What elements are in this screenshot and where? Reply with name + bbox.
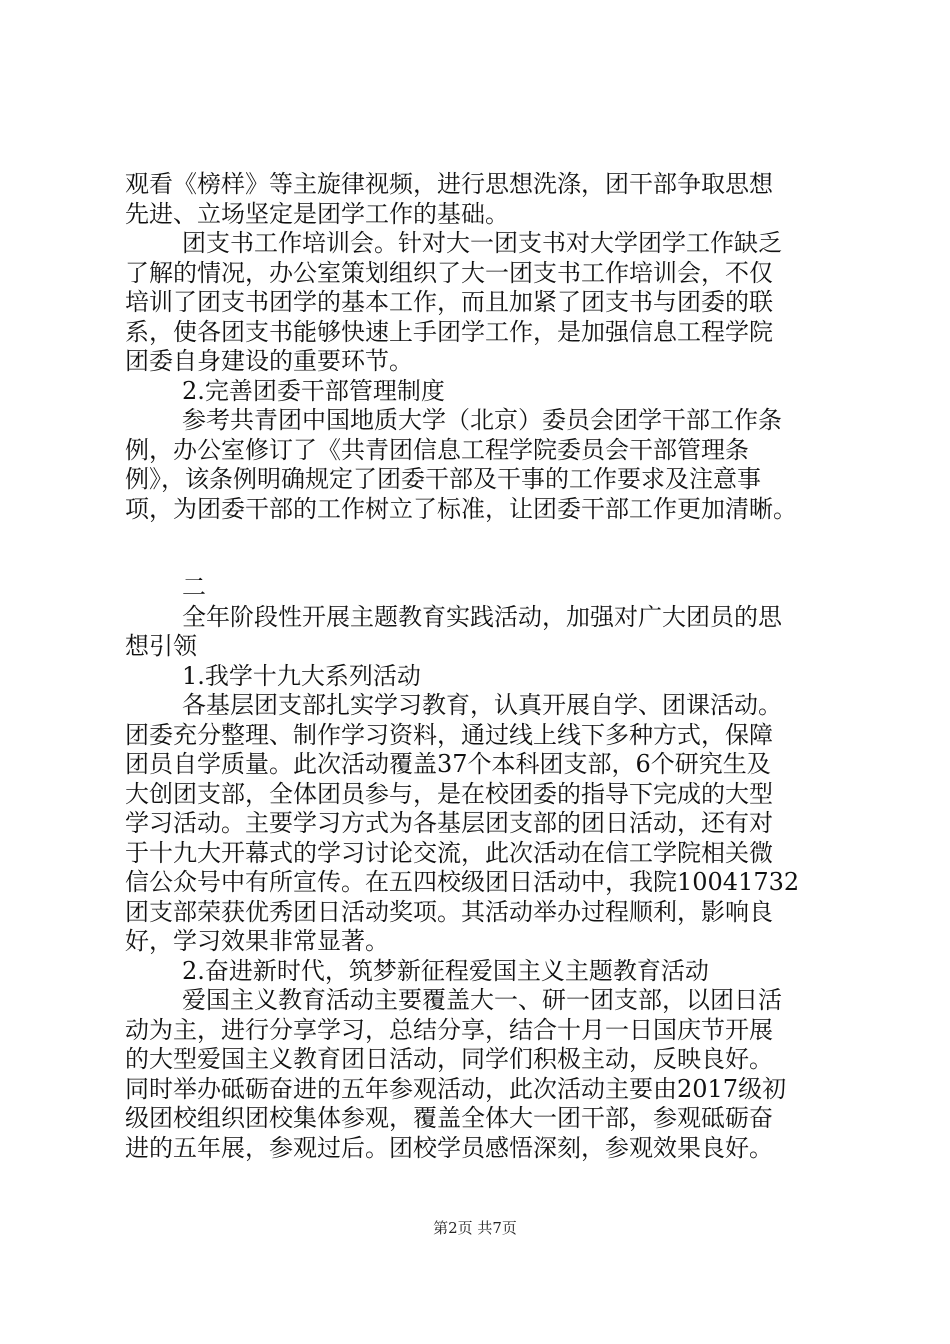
body-text-line: 团委充分整理、制作学习资料，通过线上线下多种方式，保障 (125, 720, 773, 749)
subheading: 2.完善团委干部管理制度 (182, 376, 445, 405)
body-text-line: 培训了团支书团学的基本工作，而且加紧了团支书与团委的联 (125, 288, 773, 316)
body-text-line: 想引领 (125, 632, 197, 660)
body-text-line: 观看《榜样》等主旋律视频，进行思想洗涤，团干部争取思想 (125, 170, 773, 198)
body-text-line: 爱国主义教育活动主要覆盖大一、研一团支部，以团日活 (182, 986, 782, 1014)
body-text-line: 进的五年展，参观过后。团校学员感悟深刻，参观效果良好。 (125, 1133, 773, 1162)
body-text-line: 同时举办砥砺奋进的五年参观活动，此次活动主要由2017级初 (125, 1074, 787, 1103)
body-text-line: 级团校组织团校集体参观，覆盖全体大一团干部，参观砥砺奋 (125, 1104, 773, 1132)
body-text-line: 好，学习效果非常显著。 (125, 927, 389, 955)
section-gap (125, 524, 845, 573)
document-body (125, 170, 845, 1163)
section-heading: 二 (182, 573, 206, 601)
body-text-line: 团委自身建设的重要环节。 (125, 347, 413, 375)
body-text-line: 学习活动。主要学习方式为各基层团支部的团日活动，还有对 (125, 809, 773, 837)
page-number: 第2页 共7页 (433, 1219, 517, 1237)
body-text-line: 例，办公室修订了《共青团信息工程学院委员会干部管理条 (125, 435, 749, 464)
body-text-line: 参考共青团中国地质大学（北京）委员会团学干部工作条 (182, 406, 782, 434)
body-text-line: 的大型爱国主义教育团日活动，同学们积极主动，反映良好。 (125, 1045, 773, 1073)
page-footer (0, 1217, 950, 1238)
body-text-line: 项，为团委干部的工作树立了标准，让团委干部工作更加清晰。 (125, 494, 797, 523)
body-text-line: 各基层团支部扎实学习教育，认真开展自学、团课活动。 (182, 691, 782, 719)
body-text-line: 了解的情况，办公室策划组织了大一团支书工作培训会，不仅 (125, 258, 773, 287)
body-text-line: 先进、立场坚定是团学工作的基础。 (125, 199, 509, 228)
body-text-line: 全年阶段性开展主题教育实践活动，加强对广大团员的思 (182, 602, 782, 631)
body-text-line: 动为主，进行分享学习，总结分享，结合十月一日国庆节开展 (125, 1015, 773, 1044)
subheading: 2.奋进新时代，筑梦新征程爱国主义主题教育活动 (182, 956, 709, 985)
body-text-line: 例》，该条例明确规定了团委干部及干事的工作要求及注意事 (125, 465, 761, 493)
body-text-line: 团支书工作培训会。针对大一团支书对大学团学工作缺乏 (182, 229, 782, 257)
body-text-line: 团支部荣获优秀团日活动奖项。其活动举办过程顺利，影响良 (125, 897, 773, 926)
body-text-line: 团员自学质量。此次活动覆盖37个本科团支部，6个研究生及 (125, 750, 771, 778)
body-text-line: 大创团支部，全体团员参与，是在校团委的指导下完成的大型 (125, 779, 773, 808)
subheading: 1.我学十九大系列活动 (182, 661, 421, 690)
body-text-line: 于十九大开幕式的学习讨论交流，此次活动在信工学院相关微 (125, 838, 773, 867)
body-text-line: 信公众号中有所宣传。在五四校级团日活动中，我院10041732 (125, 868, 800, 896)
body-text-line: 系，使各团支书能够快速上手团学工作，是加强信息工程学院 (125, 317, 773, 346)
